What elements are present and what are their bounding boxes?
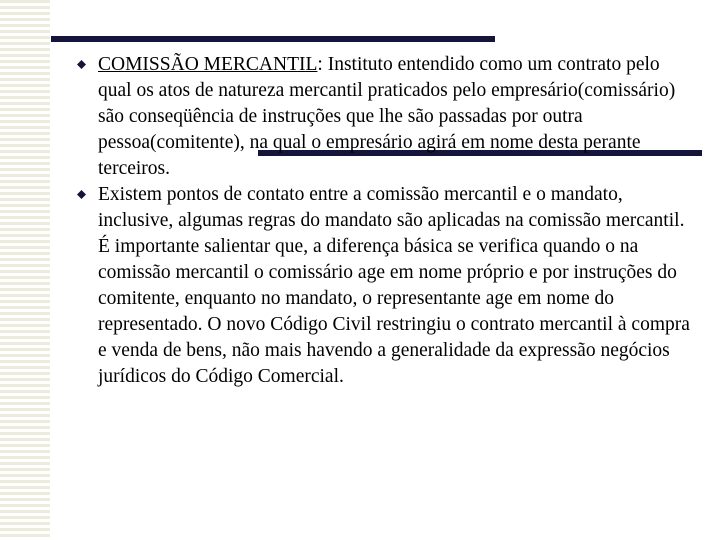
left-stripe-decoration [0, 0, 50, 540]
top-accent-bar [51, 36, 495, 42]
diamond-bullet-icon [77, 60, 86, 69]
bullet-item-pontos-de-contato [76, 182, 692, 390]
bullet-item-comissao-mercantil [76, 52, 692, 182]
diamond-bullet-icon [77, 190, 86, 199]
explanation-text: Existem pontos de contato entre a comissão mercantil e o mandato, inclusive, algumas regras do mandato são aplicadas na comissão mercantil. É importante salientar que, a diferença básica se verifica quando o na comissão mercantil o comissário age em nome próprio e por instruções do comitente, enquanto no mandato, o representante age em nome do representado. O novo Código Civil restringiu o contrato mercantil à compra e venda de bens, não mais havendo a generalidade da expressão negócios jurídicos do Código Comercial. [98, 184, 690, 387]
term-comissao-mercantil: COMISSÃO MERCANTIL [98, 54, 318, 75]
definition-text: : Instituto entendido como um contrato pelo qual os atos de natureza mercantil praticados pelo empresário(comissário) são conseqüência de instruções que lhe são passadas por outra pessoa(comitente), na qual o empresário agirá em nome desta perante terceiros. [98, 54, 676, 179]
slide-content [76, 52, 692, 390]
